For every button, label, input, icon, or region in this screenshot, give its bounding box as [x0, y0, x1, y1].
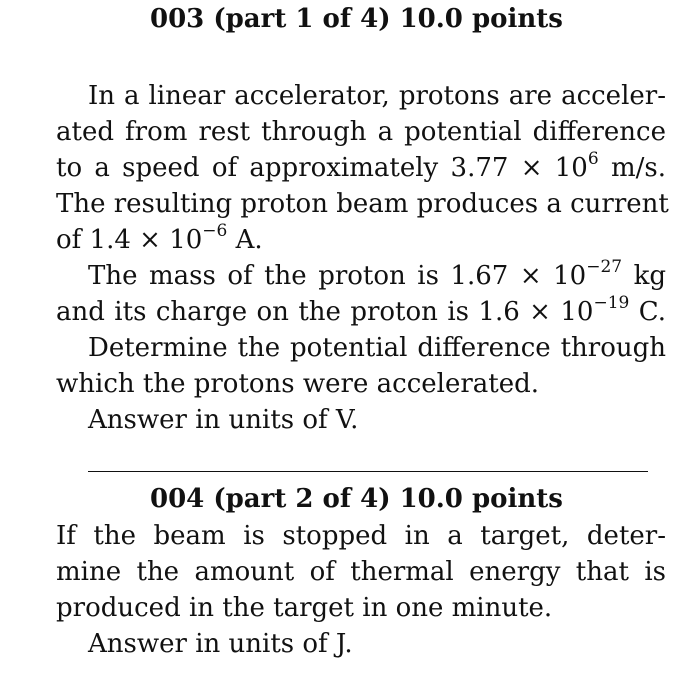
q003-line-3: to a speed of approximately $3.77 \times 10^6$ m/s.	[56, 149, 666, 183]
q003-line-6: The mass of the proton is $1.67 \times 10^{-27}$ kg	[88, 257, 666, 291]
q003-line-1: In a linear accelerator, protons are acceler-	[88, 81, 666, 111]
q003-line-5: of $1.4 \times 10^{-6}$ A.	[56, 221, 263, 255]
q003-line-4: The resulting proton beam produces a current	[56, 189, 669, 219]
q003-line-7: and its charge on the proton is $1.6 \times 10^{-19}$ C.	[56, 293, 666, 327]
q004-answer-units: Answer in units of J.	[88, 629, 353, 659]
q003-line-2: ated from rest through a potential difference	[56, 117, 666, 147]
question-003-body	[56, 78, 669, 438]
q003-line-9: which the protons were accelerated.	[56, 369, 540, 399]
q004-line-2: mine the amount of thermal energy that is	[56, 557, 666, 587]
q003-line-8: Determine the potential difference through	[88, 333, 666, 363]
q003-answer-units: Answer in units of V.	[88, 405, 359, 435]
section-divider	[88, 471, 648, 472]
question-003-header: 003 (part 1 of 4) 10.0 points	[150, 4, 563, 34]
q004-line-1: If the beam is stopped in a target, deter-	[56, 521, 666, 551]
question-004-header: 004 (part 2 of 4) 10.0 points	[150, 484, 563, 514]
q004-line-3: produced in the target in one minute.	[56, 593, 553, 623]
question-004-body	[56, 518, 666, 662]
